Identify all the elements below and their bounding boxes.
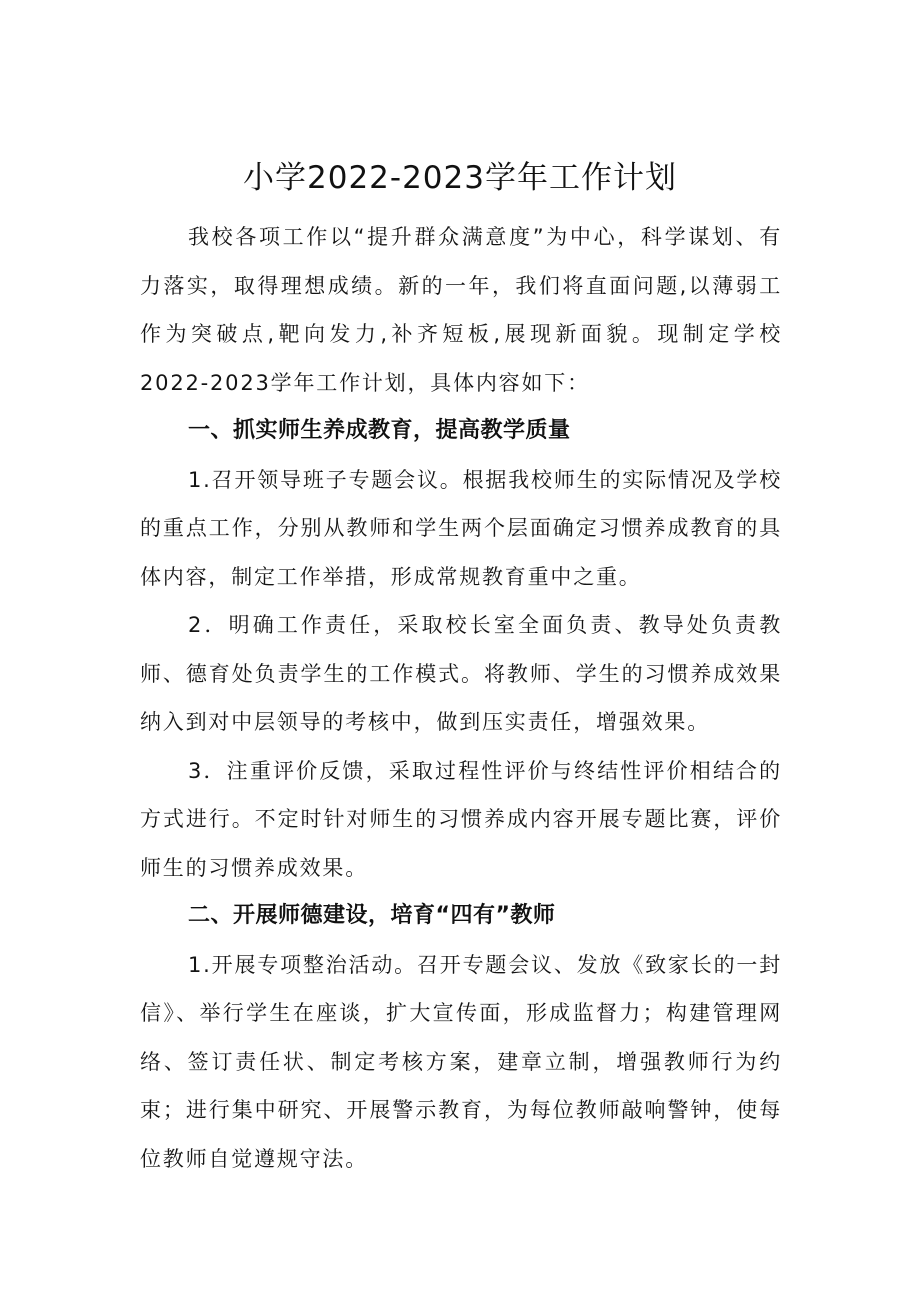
intro-paragraph: 我校各项工作以“提升群众满意度”为中心，科学谋划、有力落实，取得理想成绩。新的一年，我们将直面问题,以薄弱工作为突破点,靶向发力,补齐短板,展现新面貌。现制定学校2022-2023学年工作计划，具体内容如下：	[140, 225, 782, 395]
section-1-item-1: 1.召开领导班子专题会议。根据我校师生的实际情况及学校的重点工作，分别从教师和学生两个层面确定习惯养成教育的具体内容，制定工作举措，形成常规教育重中之重。	[140, 467, 782, 589]
section-2-item-1: 1.开展专项整治活动。召开专题会议、发放《致家长的一封信》、举行学生在座谈，扩大宣传面，形成监督力；构建管理网络、签订责任状、制定考核方案，建章立制，增强教师行为约束；进行集中研究、开展警示教育，为每位教师敲响警钟，使每位教师自觉遵规守法。	[140, 952, 782, 1171]
section-1-heading: 一、抓实师生养成教育，提高教学质量	[188, 418, 571, 443]
section-1-item-2: 2．明确工作责任，采取校长室全面负责、教导处负责教师、德育处负责学生的工作模式。将教师、学生的习惯养成效果纳入到对中层领导的考核中，做到压实责任，增强效果。	[140, 613, 782, 734]
document-title: 小学2022-2023学年工作计划	[243, 159, 677, 196]
document-body	[140, 213, 782, 1183]
section-2-heading: 二、开展师德建设，培育“四有”教师	[188, 903, 556, 928]
section-1-item-3: 3．注重评价反馈，采取过程性评价与终结性评价相结合的方式进行。不定时针对师生的习惯养成内容开展专题比赛，评价师生的习惯养成效果。	[140, 758, 782, 880]
